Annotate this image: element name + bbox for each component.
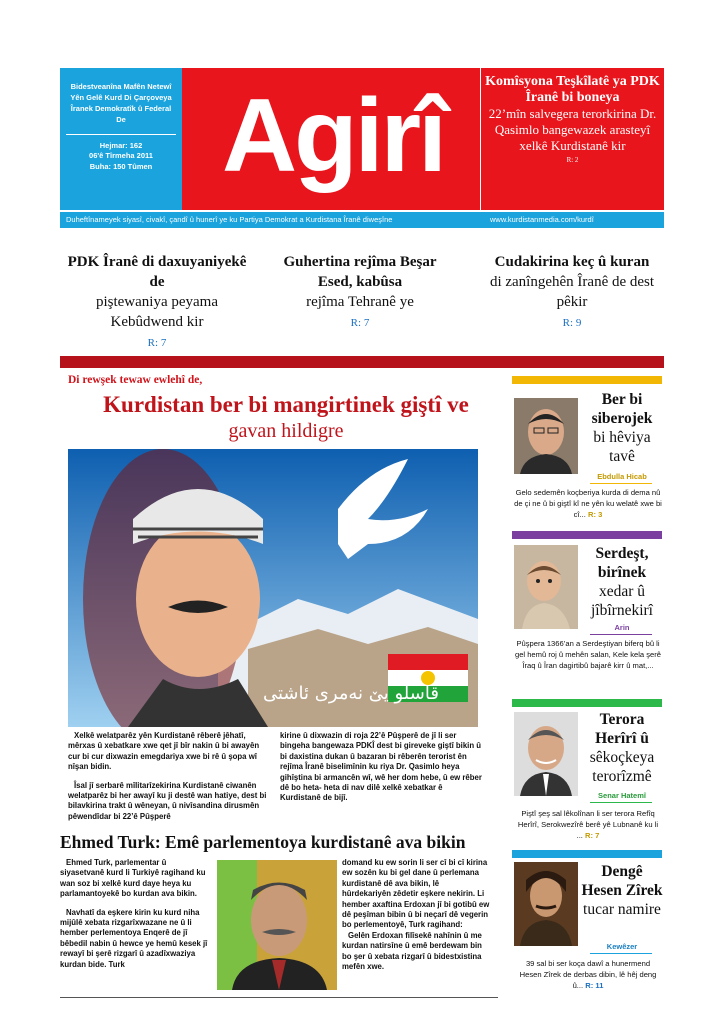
teaser-page-ref: R: 9 [562,317,582,329]
sidebar-excerpt [514,487,662,520]
sidebar-title[interactable] [580,710,664,786]
issue-price: Buha: 150 Tûmen [89,162,153,172]
sidebar-author: Kewêzer [606,942,638,951]
sidebar-excerpt-text: Gelo sedemên koçberiya kurda di dema nû de çi ne û bi giştî kî ne yên ku welatê xwe bi cî... [514,488,662,519]
sidebar-photo [514,712,578,796]
sidebar-page-ref[interactable]: R: 3 [588,510,603,519]
teaser-title: PDK Îranê di daxuyaniyekê de [67,254,247,290]
paragraph: Ehmed Turk, parlementar û siyasetvanê kurd li Turkiyê ragihand ku wan soz bi xelkê kurd daye heya ku parlamantoyekê bo kurdan ava bikin. [60,858,206,899]
paragraph: Navhatî da eşkere kirin ku kurd niha mijûlê xebata rizgarîxwazane ne û li hember perlementoya Enqerê de jî bêbedil nabin û hewce ye hemû kesek jî rewayî bi şerê rizgarî û azadîxwaziya kurdan bide. Turk [60,907,208,969]
paragraph: Xelkê welatparêz yên Kurdistanê rêberê jêhatî, mêrxas û xebatkare xwe qet jî bîr nakin û bi awayên cur bi cur dixwazin emegdariya xwe bi rê û şopa wî nîşan bidin. [68,731,260,772]
masthead-subtitle: Bidestveanîna Mafên Netewî Yên Gelê Kurd Di Çarçoveya Îranek Demokratîk û Federal De [70,82,172,124]
teaser-page-ref: R: 7 [147,337,167,349]
story-column-right [342,858,490,972]
sidebar-author: Senar Hatemî [598,791,646,800]
logo-box [182,68,480,210]
sidebar-excerpt [514,808,662,841]
newspaper-logo: Agirî [222,78,444,194]
section-divider-bar [60,356,664,368]
sidebar-title[interactable] [580,862,664,919]
story-photo [217,860,337,990]
sidebar-excerpt-text: Piştî şeş sal lêkolînan li ser terora Refîq Herîrî, Serokwezîrê berê yê Lubnanê ku li ... [517,809,659,840]
teaser-title: Guhertina rejîma Beşar Esed, kabûsa [283,254,437,290]
paragraph: Îsal jî serbarê mîlitarîzekirina Kurdistanê ciwanên welatparêz bi her awayî ku ji destê wan hatiye, dest bi bilavkirina trakt û wêneyan, û nivîsandina dirusmên pêwendîdar bi 22’ê Pûşperê [68,780,267,821]
lead-column-left [68,731,273,822]
sidebar-excerpt-text: 39 sal bi ser koça dawî a hunermend Hesen Zîrek de derbas dibin, lê hêj deng û... [519,959,657,990]
sidebar-page-ref[interactable]: R: 7 [585,831,600,840]
divider [590,802,652,803]
sidebar-title[interactable] [580,390,664,466]
masthead-info-box [60,68,182,210]
photo-caption: قاسلو یێ نەمری ئاشتی [263,683,439,704]
paragraph: Gelên Erdoxan filîsekê nahînin û me kurdan natirsîne û emê berdewam bin bo şer û xebata rizgarî û bidestxistina mefên xwe. [342,930,482,972]
promo-title: Komîsyona Teşkîlatê ya PDK Îranê bi boneya [485,74,660,105]
sidebar-title-rest: bi hêviya tavê [593,429,651,465]
sidebar-author: Ebdulla Hicab [597,472,647,481]
teaser-text: piştewaniya peyama Kebûdwend kir [95,294,219,330]
story-headline[interactable]: Ehmed Turk: Emê parlementoya kurdistanê ava bikin [60,832,466,852]
promo-body: 22’mîn salvegera terorkirina Dr. Qasimlo bangewazek arasteyî xelkê Kurdistanê kir [488,106,657,153]
sidebar-bar [512,850,662,858]
issue-number: Hejmar: 162 [99,140,143,150]
sidebar-title-rest: xedar û jîbîrnekirî [591,583,653,619]
sidebar-excerpt [514,958,662,991]
teaser-title: Cudakirina keç û kuran [494,254,650,270]
sidebar-title-bold: Dengê Hesen Zîrek [581,863,663,899]
divider [590,634,652,635]
sidebar-title-bold: Ber bi siberojek [591,391,653,427]
sidebar-author: Arin [614,623,630,632]
sidebar-photo [514,862,578,946]
sidebar-title-bold: Serdeşt, birînek [595,545,649,581]
promo-box[interactable] [481,68,664,210]
tagline: Duheftînameyek siyasî, civakî, çandî û hunerî ye ku Partiya Demokrat a Kurdistana Îranê diweşîne [66,215,393,224]
sidebar-bar [512,376,662,384]
teaser-text: di zanîngehên Îranê de dest pêkir [489,274,655,310]
lead-headline-line2[interactable]: gavan hildigre [228,420,344,442]
issue-date: 06'ê Tîrmeha 2011 [89,151,153,161]
story-column-left [60,858,210,970]
promo-page-ref: R: 2 [566,156,579,164]
lead-headline[interactable]: Kurdistan ber bi mangirtinek giştî ve [103,392,469,417]
tagline-strip [60,212,664,228]
teaser-2[interactable] [268,252,452,333]
teaser-page-ref: R: 7 [350,317,370,329]
sidebar-excerpt-text: Pûşpera 1366’an a Serdeştiyan biferq bû li gel hemû roj û mehên salan, Kele kela şerê Îraq û Îran dagirtibû bajarê kirr û mat,... [514,639,662,670]
sidebar-excerpt [514,638,662,671]
website-link[interactable]: www.kurdistanmedia.com/kurdî [490,215,594,224]
lead-column-right: kirine û dixwazin di roja 22’ê Pûşperê de jî li ser bingeha bangewaza PDKÎ dest bi gireveke giştî bikin û bi daxistina dukan û bazaran bi rêberên terorist ên rejîma Îranê biselimînin ku riya Dr. Qasimlo heya gihîştina bi armancên wî, wê her dom hebe, û ew rêber dê bo heta- heta di nav dilê xelkê xebatkar ê Kurdistanê de bijî. [280,731,482,803]
sidebar-bar [512,531,662,539]
sidebar-bar [512,699,662,707]
lead-photo [68,449,478,727]
teaser-1[interactable] [64,252,250,353]
sidebar-title-bold: Terora Herîrî û [595,711,649,747]
sidebar-title-rest: sêkoçkeya terorîzmê [589,749,655,785]
paragraph: domand ku ew sorin li ser cî bi cî kirina ew sozên ku bi gel dane û perlemana kurdistanê dê ava bikin, lê hûrdekariyên zêdetir eşkere nekirin. Li hember axaftina Erdoxan jî bi gotibû ew dê peşîman bibin û bi neçarî dê vegerin bo perlementoyê, Turk ragihand: [342,858,490,930]
sidebar-title[interactable] [580,544,664,620]
divider [590,953,652,954]
sidebar-photo [514,398,578,474]
divider [66,134,176,135]
sidebar-title-rest: tucar namire [583,901,661,918]
lead-kicker: Di rewşek tewaw ewlehî de, [68,374,203,386]
divider [590,483,652,484]
sidebar-photo [514,545,578,629]
teaser-3[interactable] [478,252,666,333]
teaser-text: rejîma Tehranê ye [306,294,414,310]
sidebar-page-ref[interactable]: R: 11 [585,981,604,990]
divider [60,997,498,998]
